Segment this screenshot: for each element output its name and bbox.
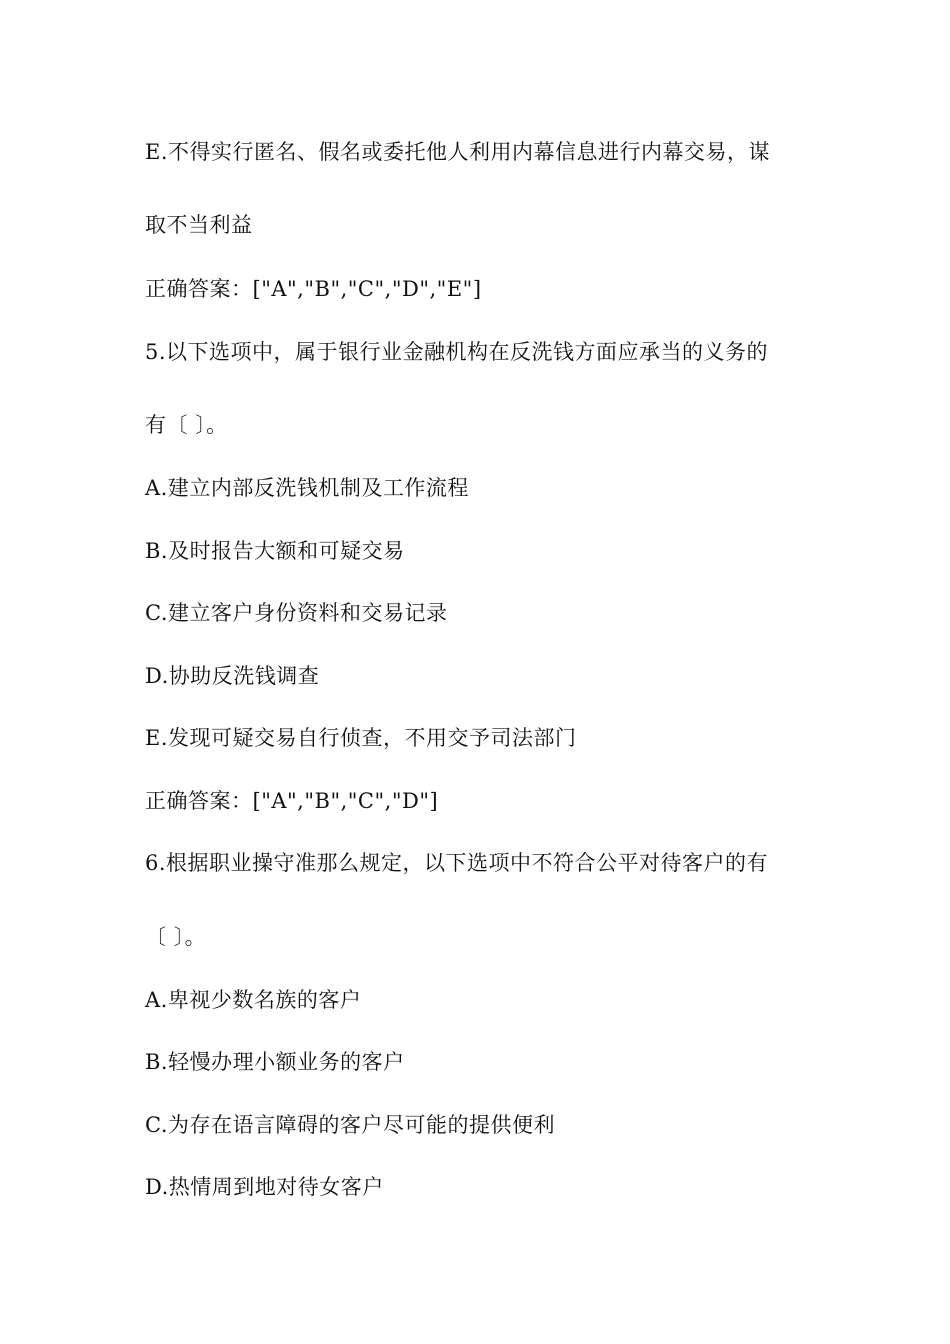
answer-q5: 正确答案：["A","B","C","D"] (145, 789, 439, 813)
q5-option-e: E.发现可疑交易自行侦查，不用交予司法部门 (145, 726, 577, 750)
question-6-line-2: 〔 〕。 (145, 925, 207, 949)
q5-option-c: C.建立客户身份资料和交易记录 (145, 601, 448, 625)
option-e-line-2: 取不当利益 (145, 213, 253, 237)
question-6-line-1: 6.根据职业操守准那么规定，以下选项中不符合公平对待客户的有 (145, 851, 769, 875)
answer-q4: 正确答案：["A","B","C","D","E"] (145, 277, 482, 301)
q6-option-c: C.为存在语言障碍的客户尽可能的提供便利 (145, 1113, 555, 1137)
q5-option-b: B.及时报告大额和可疑交易 (145, 539, 405, 563)
option-e-line-1: E.不得实行匿名、假名或委托他人利用内幕信息进行内幕交易，谋 (145, 140, 771, 164)
q6-option-a: A.卑视少数名族的客户 (145, 988, 362, 1012)
question-5-line-2: 有〔 〕。 (145, 413, 228, 437)
q5-option-a: A.建立内部反洗钱机制及工作流程 (145, 476, 469, 500)
question-5-line-1: 5.以下选项中，属于银行业金融机构在反洗钱方面应承当的义务的 (145, 340, 769, 364)
q5-option-d: D.协助反洗钱调查 (145, 664, 320, 688)
q6-option-d: D.热情周到地对待女客户 (145, 1175, 384, 1199)
q6-option-b: B.轻慢办理小额业务的客户 (145, 1050, 405, 1074)
